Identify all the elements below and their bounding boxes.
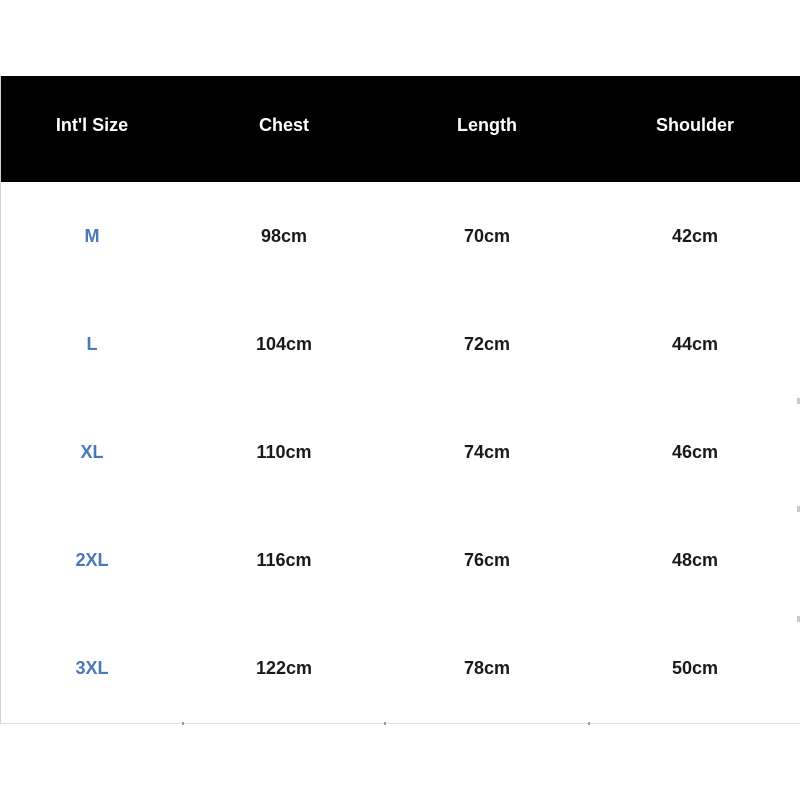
table-row xyxy=(1,506,800,614)
chest-cell: 122cm xyxy=(255,658,313,678)
size-cell: L xyxy=(86,334,98,354)
header-intl-size: Int'l Size xyxy=(55,115,129,135)
column-tick xyxy=(182,722,184,725)
length-cell: 76cm xyxy=(463,550,511,570)
table-row xyxy=(1,182,800,290)
table-row xyxy=(1,614,800,722)
size-cell: 3XL xyxy=(75,658,109,678)
length-cell: 74cm xyxy=(463,442,511,462)
chest-cell: 104cm xyxy=(255,334,313,354)
size-chart-table xyxy=(0,76,800,724)
column-divider-ticks xyxy=(1,721,800,725)
table-body xyxy=(1,182,800,722)
table-row xyxy=(1,398,800,506)
shoulder-cell: 42cm xyxy=(671,226,719,246)
shoulder-cell: 50cm xyxy=(671,658,719,678)
header-chest: Chest xyxy=(258,115,309,135)
size-cell: 2XL xyxy=(75,550,109,570)
length-cell: 70cm xyxy=(463,226,511,246)
shoulder-cell: 46cm xyxy=(671,442,719,462)
shoulder-cell: 48cm xyxy=(671,550,719,570)
chest-cell: 110cm xyxy=(256,442,312,462)
chest-cell: 98cm xyxy=(260,226,308,246)
column-tick xyxy=(384,722,386,725)
table-row xyxy=(1,290,800,398)
column-tick xyxy=(588,722,590,725)
chest-cell: 116cm xyxy=(256,550,312,570)
length-cell: 78cm xyxy=(463,658,511,678)
header-length: Length xyxy=(457,115,517,135)
header-shoulder: Shoulder xyxy=(655,115,734,135)
length-cell: 72cm xyxy=(463,334,511,354)
shoulder-cell: 44cm xyxy=(671,334,719,354)
size-cell: XL xyxy=(80,442,104,462)
table-header-row xyxy=(1,76,800,182)
size-cell: M xyxy=(84,226,100,246)
